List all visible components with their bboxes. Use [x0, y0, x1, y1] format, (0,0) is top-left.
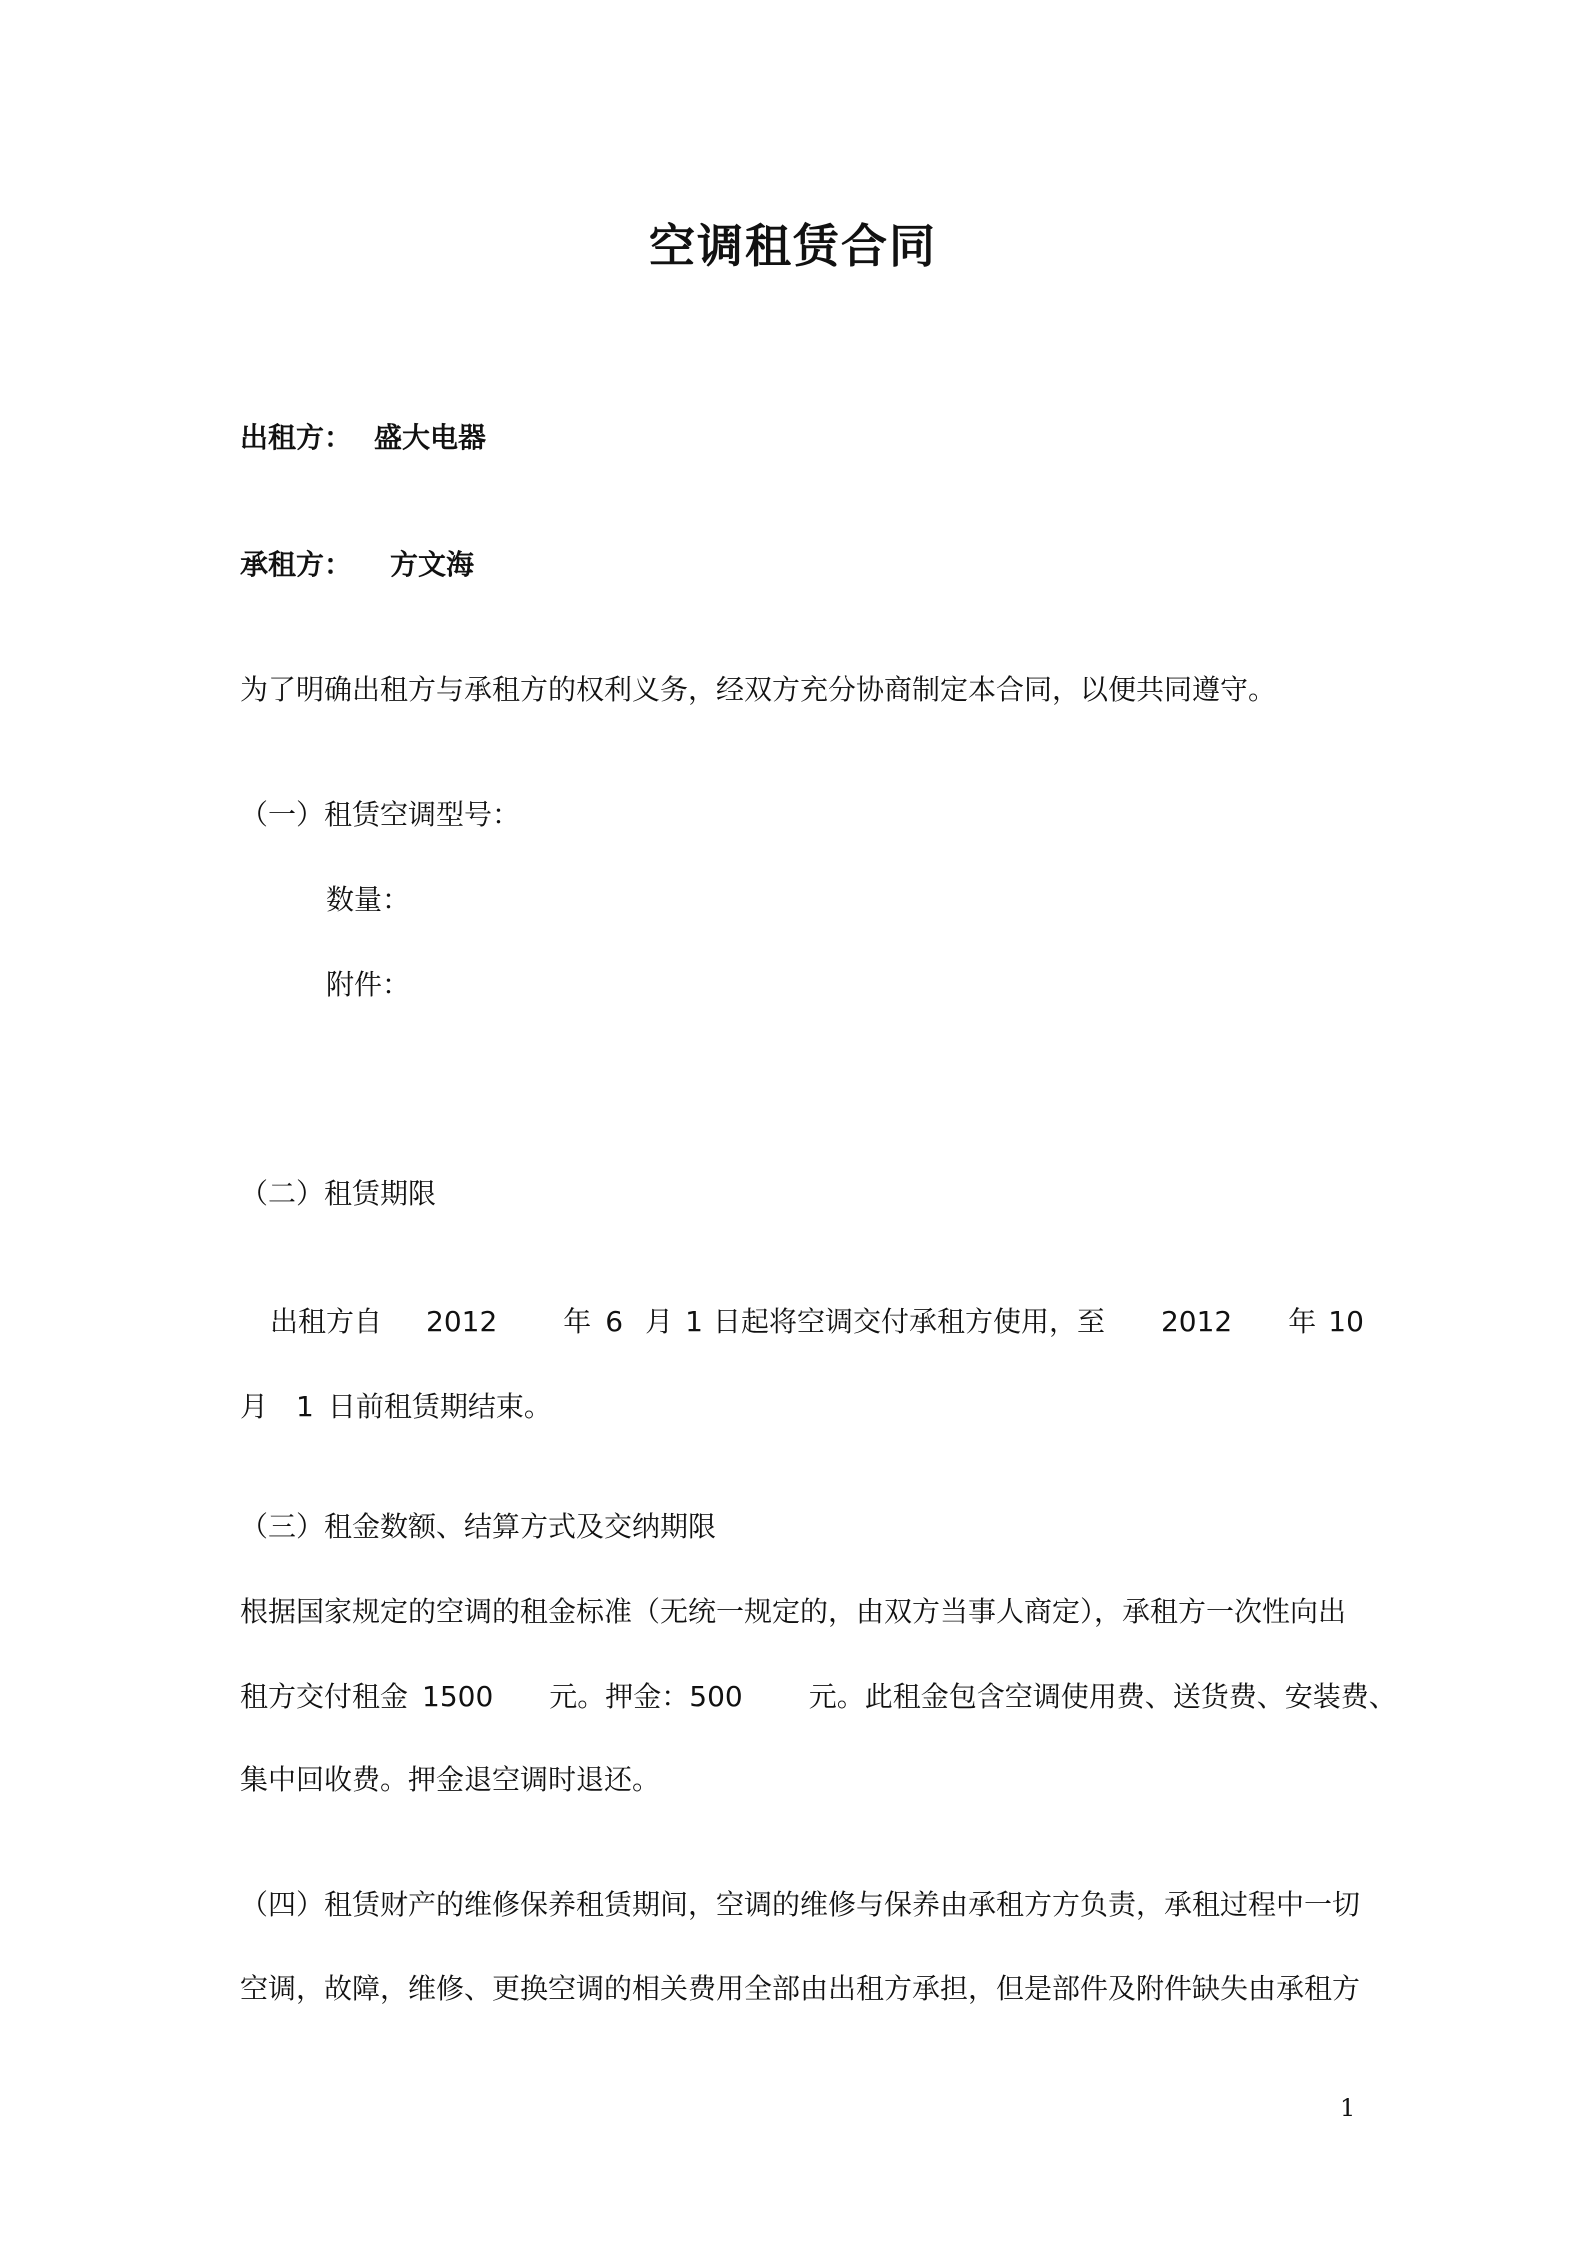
end-year: 2012: [1160, 1305, 1233, 1338]
lessee-line: [240, 545, 474, 585]
rent-line2: [240, 1677, 1397, 1717]
year-label: 年: [563, 1305, 592, 1338]
intro-paragraph: 为了明确出租方与承租方的权利义务，经双方充分协商制定本合同，以便共同遵守。: [240, 673, 1277, 706]
lease-term-line2: [240, 1387, 552, 1427]
month-label: 月: [645, 1305, 674, 1338]
year-label: 年: [1288, 1305, 1317, 1338]
document-title: 空调租赁合同: [649, 219, 937, 273]
rent-line1: 根据国家规定的空调的租金标准（无统一规定的，由双方当事人商定），承租方一次性向出: [240, 1595, 1347, 1628]
section3-heading: （三）租金数额、结算方式及交纳期限: [240, 1510, 717, 1543]
rent-text: 元。此租金包含空调使用费、送货费、安装费、: [808, 1680, 1397, 1713]
rent-amount: 1500: [422, 1680, 494, 1713]
section2-heading: （二）租赁期限: [240, 1177, 437, 1210]
lease-term-line1: [270, 1302, 1364, 1342]
maintenance-line2: 空调，故障，维修、更换空调的相关费用全部由出租方承担，但是部件及附件缺失由承租方: [240, 1972, 1361, 2005]
quantity-label: 数量：: [326, 883, 411, 916]
end-day: 1: [296, 1390, 314, 1423]
start-day: 1: [685, 1305, 703, 1338]
section1-heading: （一）租赁空调型号：: [240, 798, 521, 831]
month-label: 月: [240, 1390, 269, 1423]
lessor-name: 盛大电器: [374, 421, 487, 454]
lessor-label: 出租方：: [240, 421, 353, 454]
start-year: 2012: [426, 1305, 498, 1338]
page-number: 1: [1340, 2094, 1356, 2122]
start-month: 6: [605, 1305, 624, 1338]
rent-line3: 集中回收费。押金退空调时退还。: [240, 1763, 661, 1796]
end-month: 10: [1328, 1305, 1364, 1338]
lease-term-text: 出租方自: [270, 1305, 383, 1338]
accessories-label: 附件：: [326, 968, 411, 1001]
maintenance-line1: （四）租赁财产的维修保养租赁期间，空调的维修与保养由承租方方负责，承租过程中一切: [240, 1888, 1361, 1921]
lessee-label: 承租方：: [240, 548, 353, 581]
lessee-name: 方文海: [390, 548, 475, 581]
lease-term-text: 日前租赁期结束。: [327, 1390, 552, 1423]
deposit-text: 元。押金：: [549, 1680, 690, 1713]
deposit-amount: 500: [689, 1680, 743, 1713]
lease-term-text: 日起将空调交付承租方使用，至: [712, 1305, 1105, 1338]
lessor-line: [240, 418, 486, 458]
rent-text: 租方交付租金: [240, 1680, 409, 1713]
